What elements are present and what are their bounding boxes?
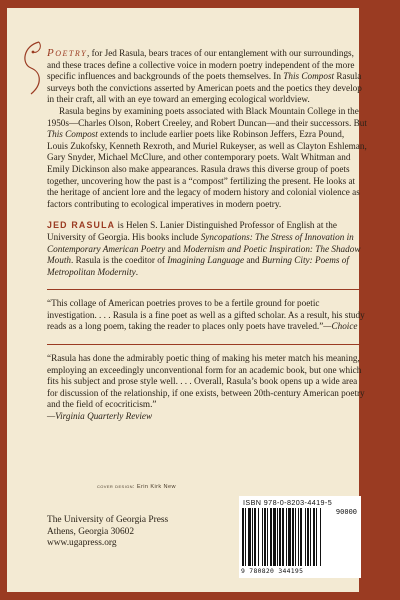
flourish-ornament-icon bbox=[17, 38, 51, 98]
review-quote-1: “This collage of American poetries proves to be a fertile ground for poetic investigation. . . . Rasula is a fine poet as well as a gifted scholar. As a result, his study reads as a long poem, taking the reader to places only poets have traveled.”—Choice bbox=[47, 298, 365, 332]
section-divider bbox=[47, 289, 367, 290]
cover-design-credit: cover design: Erin Kirk New bbox=[97, 484, 176, 490]
lead-word: Poetry bbox=[47, 47, 88, 59]
publisher-city: Athens, Georgia 30602 bbox=[47, 526, 135, 537]
barcode-digits: 9 780820 344195 bbox=[241, 567, 304, 575]
price-code: 90000 bbox=[335, 508, 357, 516]
description-paragraph-1: Poetry, for Jed Rasula, bears traces of our entanglement with our surroundings, and these traces define a collective voice in modern poetry independent of the more specific influences and backgrounds of the poets themselves. In This Compost Rasula surveys both the convictions asserted by American poets and the poetics they develop in their craft, all with an eye toward an emerging ecological worldview. bbox=[47, 47, 362, 105]
section-divider bbox=[47, 344, 367, 345]
publisher-info bbox=[47, 515, 168, 550]
cream-panel bbox=[7, 8, 367, 592]
publisher-website: www.ugapress.org bbox=[47, 538, 117, 549]
author-name: JED RASULA bbox=[47, 220, 116, 231]
review-quote-2: “Rasula has done the admirably poetic thing of making his meter match his meaning, employing an exceedingly unconventional form for an academic book, but one which fits his subject and prose style well. . . . Overall, Rasula’s book opens up a wide area for discussion of the relationship, if one exists, between 20th-century American poetry and the field of ecocriticism.” —Virginia Quarterly Review bbox=[47, 353, 365, 422]
review-source: —Virginia Quarterly Review bbox=[47, 411, 153, 422]
isbn-number: ISBN 978-0-8203-4419-5 bbox=[243, 498, 333, 507]
publisher-name: The University of Georgia Press bbox=[47, 515, 169, 525]
back-cover-text bbox=[47, 48, 367, 423]
isbn-barcode bbox=[239, 496, 361, 578]
description-paragraph-2: Rasula begins by examining poets associated with Black Mountain College in the 1950s—Charles Olson, Robert Creeley, and Robert Duncan—and their successors. But This Compost extends to include earlier poets like Robinson Jeffers, Ezra Pound, Louis Zukofsky, Kenneth Rexroth, and Muriel Rukeyser, as well as Clayton Eshleman, Gary Snyder, Michael McClure, and other contemporary poets. Walt Whitman and Emily Dickinson also make appearances. Rasula draws this diverse group of poets together, uncovering how the past is a “compost” fertilizing the present. He looks at the heritage of ancient lore and the legacy of modern history and colonial violence as factors contributing to ecological imperatives in modern poetry. bbox=[47, 105, 367, 209]
author-bio: JED RASULA is Helen S. Lanier Distinguished Professor of English at the University of Georgia. His books include Syncopations: The Stress of Innovation in Contemporary American Poetry and Modernism and Poetic Inspiration: The Shadow Mouth. Rasula is the coeditor of Imagining Language and Burning City: Poems of Metropolitan Modernity. bbox=[47, 220, 361, 277]
barcode-bars-icon bbox=[242, 508, 326, 566]
review-source: —Choice bbox=[323, 321, 358, 332]
